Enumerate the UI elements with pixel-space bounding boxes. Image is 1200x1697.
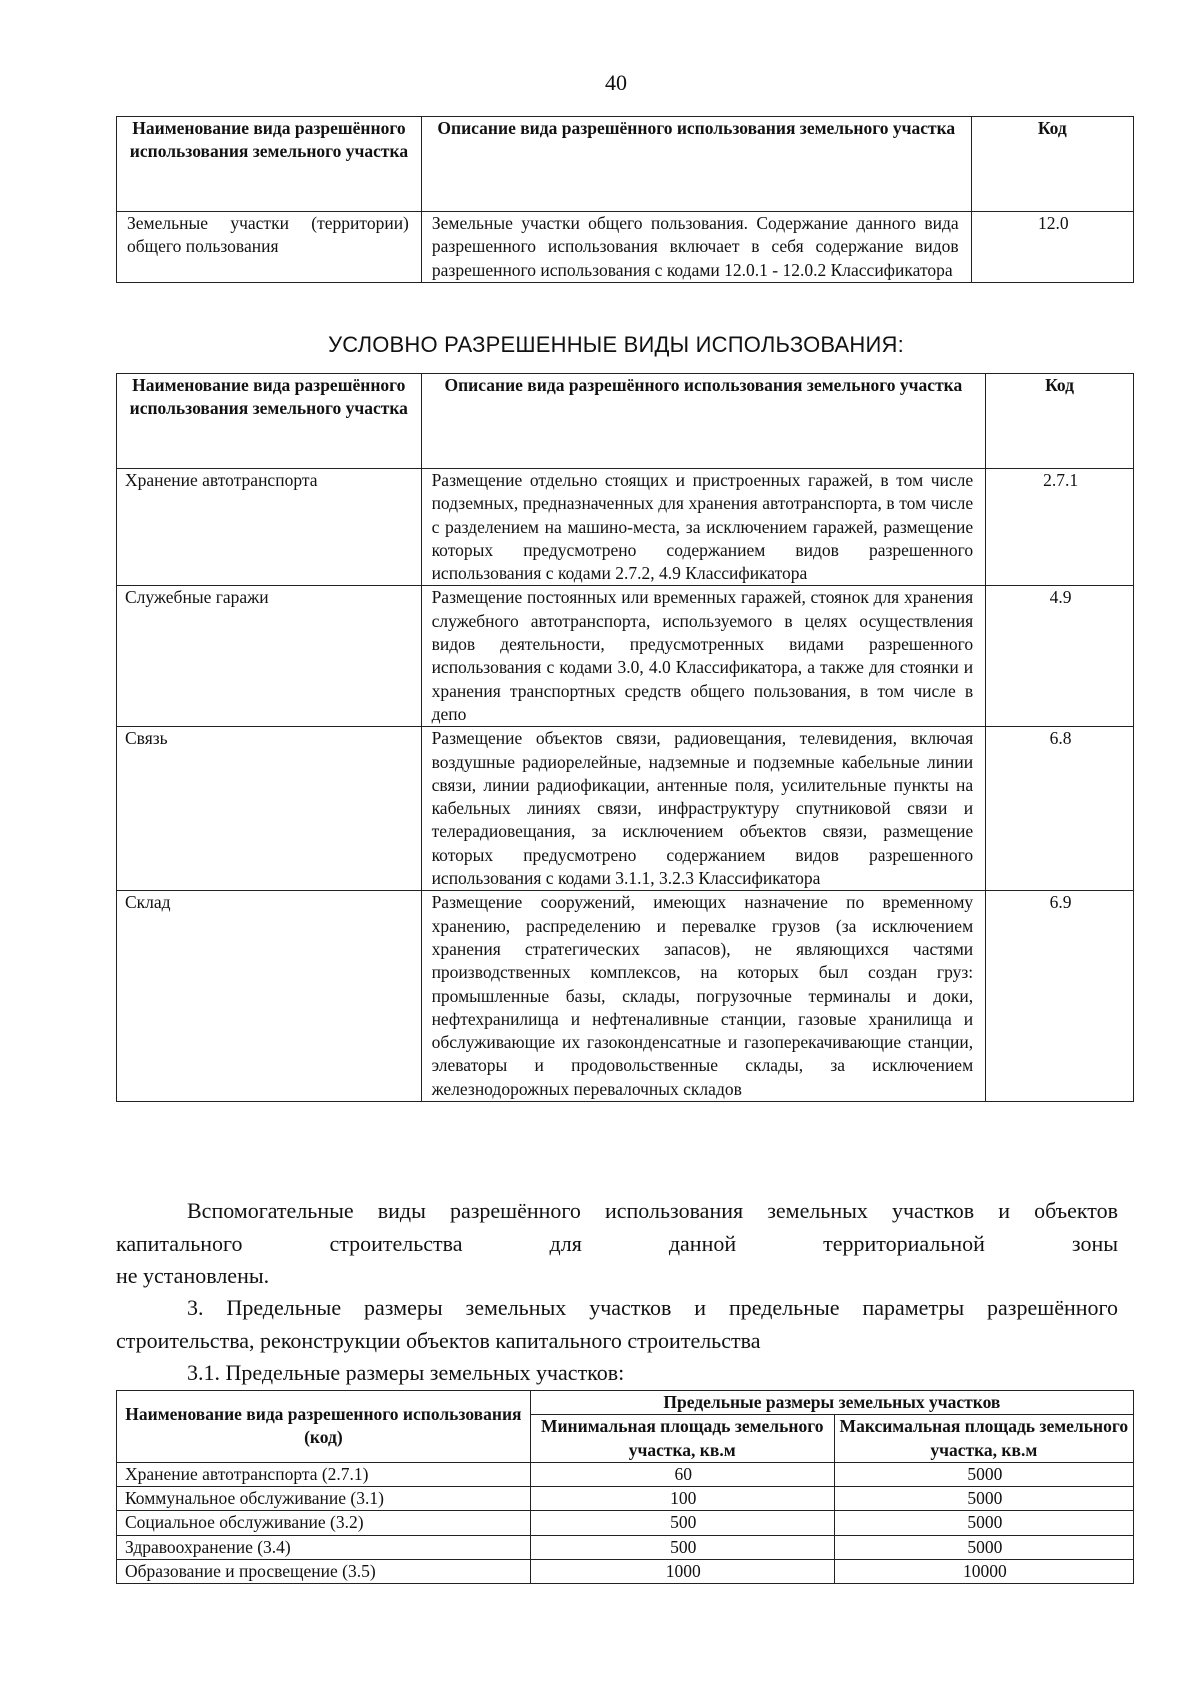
row-name: Земельные участки (территории) общего пользования bbox=[117, 212, 422, 283]
row-name: Связь bbox=[117, 727, 422, 891]
table-header-row bbox=[117, 117, 1134, 212]
table-row bbox=[117, 212, 1134, 283]
limits-paragraph-end: строительства, реконструкции объектов капитального строительства bbox=[116, 1328, 761, 1353]
row-name: Склад bbox=[117, 891, 422, 1102]
row-max-area: 5000 bbox=[834, 1535, 1133, 1559]
header-size-limits: Предельные размеры земельных участков bbox=[530, 1391, 1133, 1415]
table-row bbox=[117, 1462, 1134, 1486]
row-max-area: 10000 bbox=[834, 1560, 1133, 1584]
table-row bbox=[117, 1487, 1134, 1511]
row-code: 12.0 bbox=[971, 212, 1133, 283]
row-description: Размещение отдельно стоящих и пристроенных гаражей, в том числе подземных, предназначенных для хранения автотранспорта, в том числе с разделением на машино-места, за исключением гаражей, размещение которых предусмотрено содержанием видов разрешенного использования с кодами 2.7.2, 4.9 Классификатора bbox=[421, 469, 986, 586]
row-description: Земельные участки общего пользования. Содержание данного вида разрешенного использования включает в себя содержание видов разрешенного использования с кодами 12.0.1 - 12.0.2 Классификатора bbox=[421, 212, 971, 283]
table-row bbox=[117, 891, 1134, 1102]
table-row bbox=[117, 1511, 1134, 1535]
row-code: 2.7.1 bbox=[986, 469, 1134, 586]
row-min-area: 500 bbox=[530, 1535, 834, 1559]
row-use-name: Хранение автотранспорта (2.7.1) bbox=[117, 1462, 531, 1486]
header-description: Описание вида разрешённого использования земельного участка bbox=[421, 374, 986, 469]
row-description: Размещение объектов связи, радиовещания, телевидения, включая воздушные радиорелейные, надземные и подземные кабельные линии связи, линии радиофикации, антенные поля, усилительные пункты на кабельных линиях связи, инфраструктуру спутниковой связи и телерадиовещания, за исключением объектов связи, размещение которых предусмотрено содержанием видов разрешенного использования с кодами 3.1.1, 3.2.3 Классификатора bbox=[421, 727, 986, 891]
header-description: Описание вида разрешённого использования земельного участка bbox=[421, 117, 971, 212]
row-min-area: 100 bbox=[530, 1487, 834, 1511]
row-code: 6.8 bbox=[986, 727, 1134, 891]
row-max-area: 5000 bbox=[834, 1511, 1133, 1535]
row-use-name: Здравоохранение (3.4) bbox=[117, 1535, 531, 1559]
row-use-name: Образование и просвещение (3.5) bbox=[117, 1560, 531, 1584]
conditional-uses-table bbox=[116, 373, 1134, 1102]
table-row bbox=[117, 1535, 1134, 1559]
sizes-heading: 3.1. Предельные размеры земельных участков: bbox=[187, 1360, 625, 1385]
row-code: 4.9 bbox=[986, 586, 1134, 727]
table-header-row bbox=[117, 1391, 1134, 1415]
header-code: Код bbox=[986, 374, 1134, 469]
conditional-uses-title: УСЛОВНО РАЗРЕШЕННЫЕ ВИДЫ ИСПОЛЬЗОВАНИЯ: bbox=[328, 332, 904, 357]
header-min-area: Минимальная площадь земельного участка, кв.м bbox=[530, 1415, 834, 1463]
row-name: Служебные гаражи bbox=[117, 586, 422, 727]
row-max-area: 5000 bbox=[834, 1487, 1133, 1511]
row-description: Размещение постоянных или временных гаражей, стоянок для хранения служебного автотранспорта, используемого в целях осуществления видов деятельности, предусмотренных видами разрешенного использования с кодами 3.0, 4.0 Классификатора, а также для стоянки и хранения транспортных средств общего пользования, в том числе в депо bbox=[421, 586, 986, 727]
permitted-uses-table bbox=[116, 116, 1134, 283]
header-max-area: Максимальная площадь земельного участка, кв.м bbox=[834, 1415, 1133, 1463]
row-name: Хранение автотранспорта bbox=[117, 469, 422, 586]
auxiliary-uses-paragraph-end: не установлены. bbox=[116, 1263, 270, 1288]
plot-size-limits-table bbox=[116, 1390, 1134, 1584]
table-header-row bbox=[117, 374, 1134, 469]
table-row bbox=[117, 727, 1134, 891]
limits-paragraph: 3. Предельные размеры земельных участков и предельные параметры разрешённого bbox=[187, 1295, 1118, 1320]
page-number: 40 bbox=[605, 70, 627, 95]
row-min-area: 1000 bbox=[530, 1560, 834, 1584]
row-description: Размещение сооружений, имеющих назначение по временному хранению, распределению и перевалке грузов (за исключением хранения стратегических запасов), не являющихся частями производственных комплексов, на которых был создан груз: промышленные базы, склады, погрузочные терминалы и доки, нефтехранилища и нефтеналивные станции, газовые хранилища и обслуживающие их газоконденсатные и газоперекачивающие станции, элеваторы и продовольственные склады, за исключением железнодорожных перевалочных складов bbox=[421, 891, 986, 1102]
auxiliary-uses-paragraph: Вспомогательные виды разрешённого использования земельных участков и объектов капитального строительства для данной территориальной зоны bbox=[116, 1198, 1118, 1256]
table-row bbox=[117, 1560, 1134, 1584]
header-use-name: Наименование вида разрешенного использования (код) bbox=[117, 1391, 531, 1463]
row-min-area: 500 bbox=[530, 1511, 834, 1535]
row-use-name: Социальное обслуживание (3.2) bbox=[117, 1511, 531, 1535]
table-row bbox=[117, 469, 1134, 586]
header-name: Наименование вида разрешённого использования земельного участка bbox=[117, 374, 422, 469]
row-code: 6.9 bbox=[986, 891, 1134, 1102]
row-min-area: 60 bbox=[530, 1462, 834, 1486]
row-use-name: Коммунальное обслуживание (3.1) bbox=[117, 1487, 531, 1511]
header-name: Наименование вида разрешённого использования земельного участка bbox=[117, 117, 422, 212]
row-max-area: 5000 bbox=[834, 1462, 1133, 1486]
header-code: Код bbox=[971, 117, 1133, 212]
table-row bbox=[117, 586, 1134, 727]
